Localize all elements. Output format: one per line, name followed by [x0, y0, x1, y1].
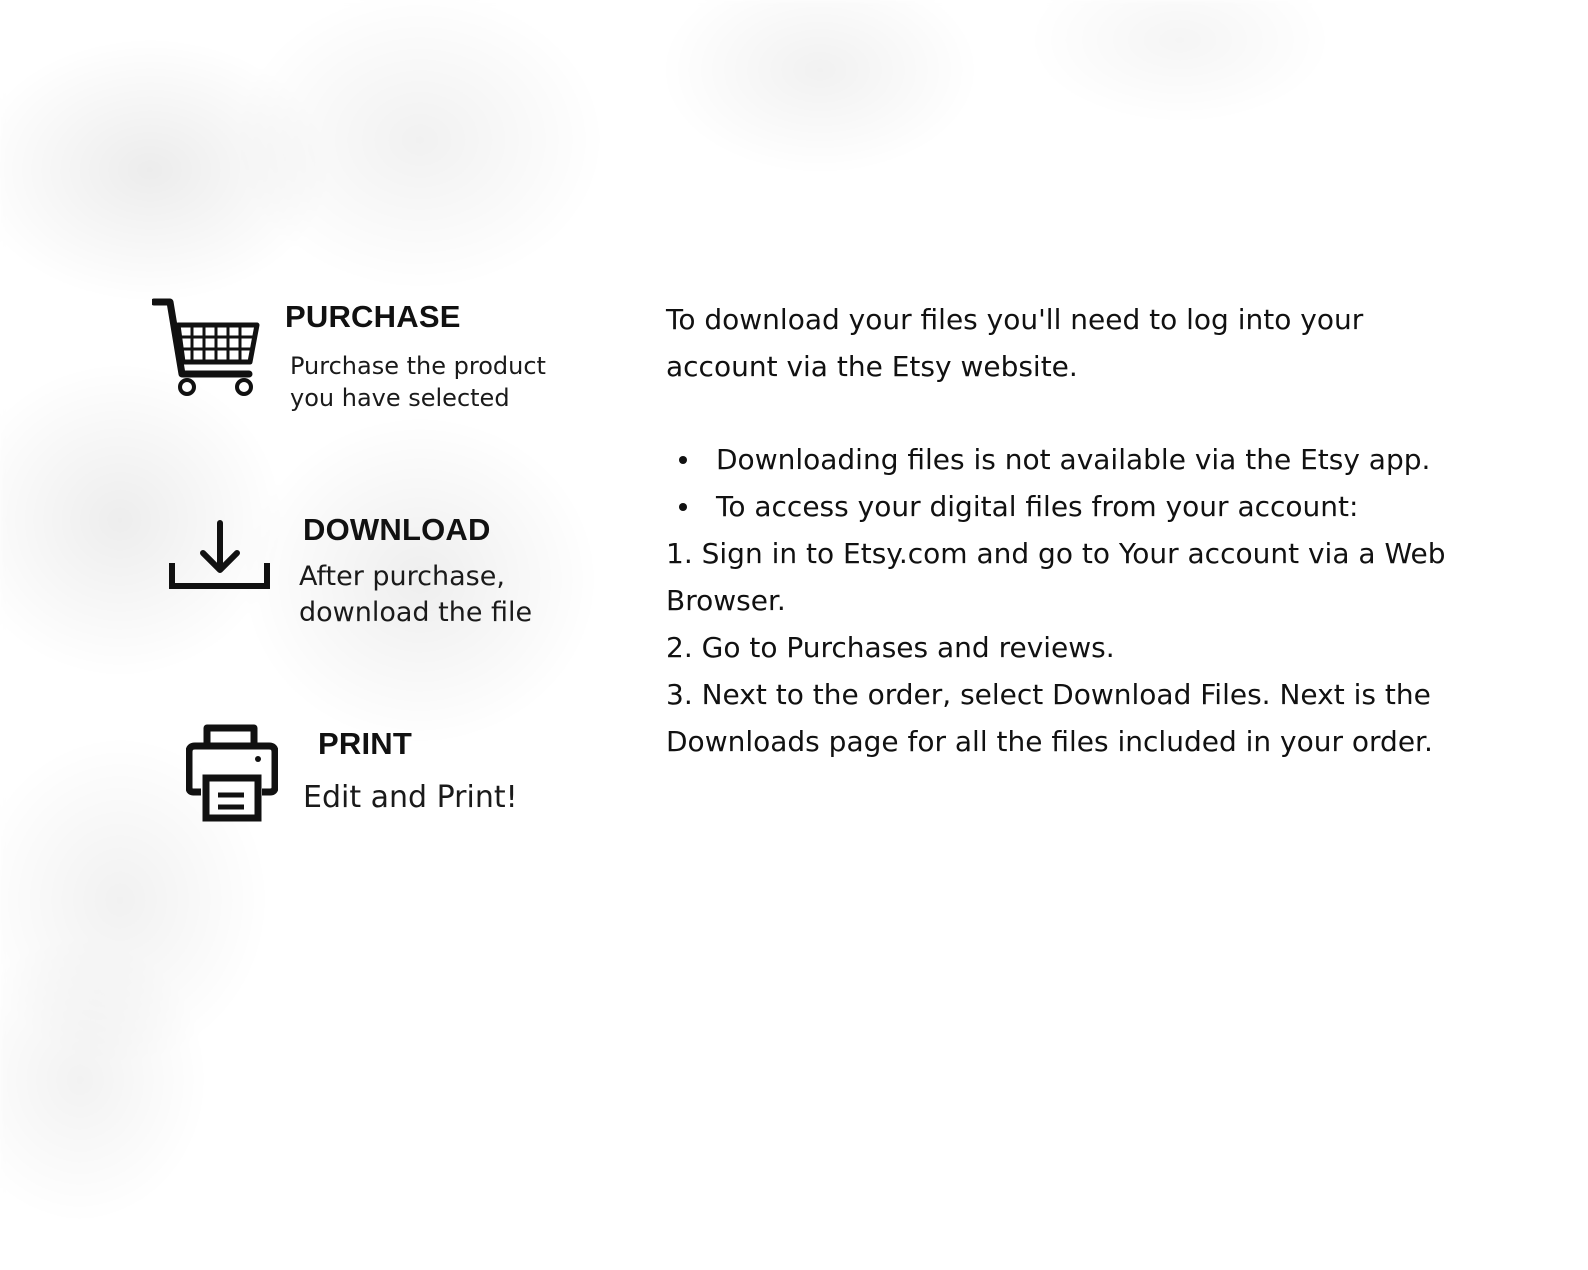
download-steps-list — [666, 530, 1536, 765]
download-step-title: DOWNLOAD — [303, 512, 491, 547]
download-step-item: 2. Go to Purchases and reviews. — [666, 631, 1115, 664]
purchase-step-title: PURCHASE — [285, 299, 461, 334]
download-step-item: 1. Sign in to Etsy.com and go to Your account via a Web Browser. — [666, 537, 1446, 617]
purchase-step-description-line: Purchase the product — [290, 352, 546, 380]
print-step-title: PRINT — [318, 726, 412, 761]
purchase-step-description-line: you have selected — [290, 384, 510, 412]
download-step-description-line: download the file — [299, 597, 533, 628]
download-step-description-line: After purchase, — [299, 561, 505, 592]
download-note-item: Downloading files is not available via the Etsy app. — [666, 436, 1536, 483]
download-icon — [168, 518, 272, 592]
download-notes-list — [666, 436, 1536, 530]
download-note-item: To access your digital files from your account: — [666, 483, 1536, 530]
download-instructions — [666, 296, 1536, 765]
printer-icon — [186, 724, 278, 822]
download-intro — [666, 296, 1536, 390]
purchase-step-description — [290, 350, 546, 414]
print-step-description-line: Edit and Print! — [303, 780, 518, 815]
download-step-description — [299, 559, 532, 631]
cart-icon — [152, 298, 260, 402]
download-intro-line: To download your files you'll need to log into your — [666, 303, 1364, 336]
download-step-item: 3. Next to the order, select Download Files. Next is the Downloads page for all the files included in your order. — [666, 678, 1433, 758]
print-step-description — [303, 778, 518, 818]
download-intro-line: account via the Etsy website. — [666, 350, 1078, 383]
